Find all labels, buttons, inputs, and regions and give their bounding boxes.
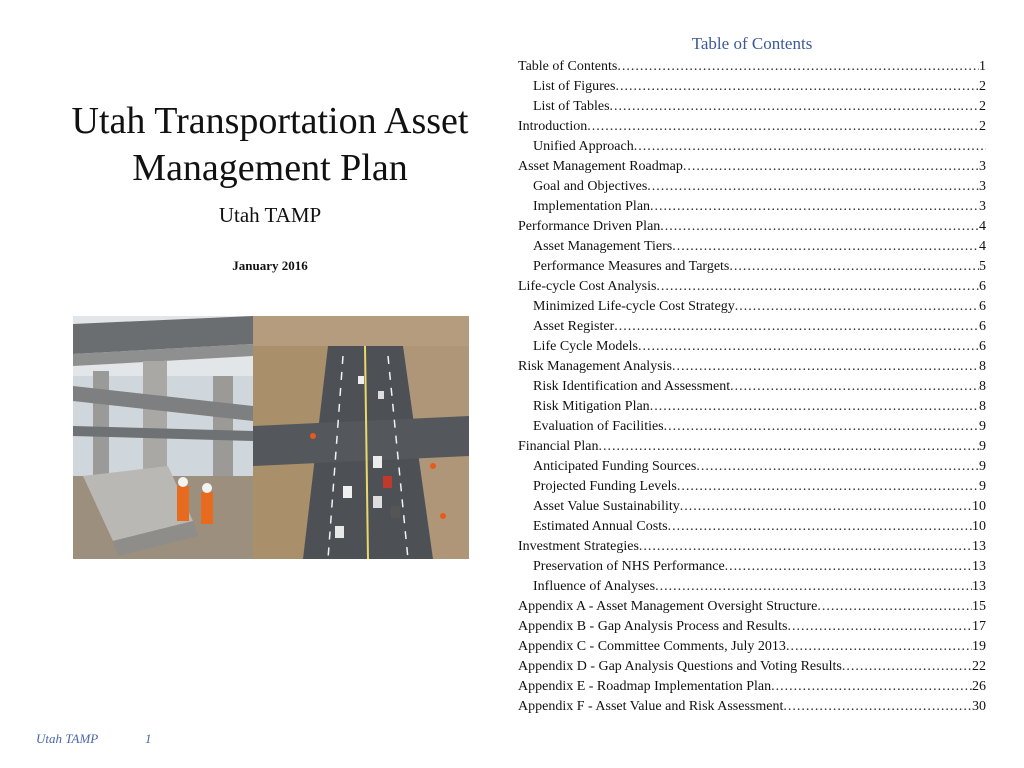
toc-entry-label: Risk Management Analysis: [518, 359, 672, 374]
toc-heading: Table of Contents: [691, 34, 813, 53]
toc-entry-page: 9: [979, 419, 986, 434]
toc-entry-page: 9: [979, 459, 986, 474]
footer-page-number: 1: [145, 731, 152, 746]
toc-entry-page: 5: [979, 259, 986, 274]
document-subtitle: Utah TAMP: [218, 203, 322, 227]
toc-entry-page: 10: [972, 519, 986, 534]
toc-entry-page: 6: [979, 319, 986, 334]
toc-entry[interactable]: [518, 137, 986, 157]
toc-entry-leader: [683, 157, 979, 177]
toc-entry[interactable]: [518, 637, 986, 657]
toc-entry[interactable]: [518, 77, 986, 97]
toc-entry-page: 9: [979, 479, 986, 494]
toc-entry-label: Anticipated Funding Sources: [533, 459, 697, 474]
toc-entry-label: Minimized Life-cycle Cost Strategy: [533, 299, 735, 314]
toc-entry[interactable]: [518, 297, 986, 317]
toc-entry-page: 8: [979, 359, 986, 374]
toc-entry[interactable]: [518, 417, 986, 437]
toc-entry-page: 1: [979, 59, 986, 74]
toc-entry-page: 6: [979, 279, 986, 294]
toc-entry-leader: [672, 237, 979, 257]
toc-entry-label: Unified Approach: [533, 139, 634, 154]
toc-entry[interactable]: [518, 357, 986, 377]
toc-entry-leader: [817, 597, 972, 617]
toc-entry-label: Introduction: [518, 119, 588, 134]
toc-entry-leader: [655, 577, 972, 597]
toc-entry-leader: [787, 617, 972, 637]
toc-entry-page: 6: [979, 299, 986, 314]
toc-entry-label: Estimated Annual Costs: [533, 519, 668, 534]
toc-entry-page: 30: [972, 699, 986, 714]
toc-entry-label: List of Figures: [533, 79, 616, 94]
toc-entry[interactable]: [518, 157, 986, 177]
toc-entry-label: Appendix A - Asset Management Oversight Structure: [518, 599, 818, 614]
toc-entry-label: Projected Funding Levels: [533, 479, 677, 494]
toc-entry-leader: [587, 117, 979, 137]
toc-entry-leader: [771, 677, 972, 697]
toc-entry[interactable]: [518, 197, 986, 217]
toc-entry-leader: [638, 337, 979, 357]
toc-entry-page: 15: [972, 599, 986, 614]
toc-entry-page: 3: [979, 199, 986, 214]
toc-entry-leader: [599, 437, 980, 457]
toc-entry-leader: [650, 197, 979, 217]
toc-entry-page: 9: [979, 439, 986, 454]
toc-entry-label: Evaluation of Facilities: [533, 419, 664, 434]
toc-entry-label: Asset Management Tiers: [533, 239, 673, 254]
toc-entry-page: 3: [979, 179, 986, 194]
toc-entry-label: Appendix D - Gap Analysis Questions and Voting Results: [518, 659, 842, 674]
toc-entry-leader: [614, 317, 979, 337]
table-of-contents: [518, 57, 986, 717]
toc-entry-page: 8: [979, 399, 986, 414]
toc-entry[interactable]: [518, 437, 986, 457]
toc-entry[interactable]: [518, 457, 986, 477]
toc-entry-label: Asset Register: [533, 319, 615, 334]
toc-entry-leader: [650, 397, 979, 417]
toc-entry-leader: [680, 497, 972, 517]
toc-entry[interactable]: [518, 277, 986, 297]
toc-entry-page: 3: [979, 159, 986, 174]
toc-entry[interactable]: [518, 177, 986, 197]
toc-entry-label: Goal and Objectives: [533, 179, 648, 194]
toc-entry-page: 4: [979, 239, 986, 254]
title-line-1: Utah Transportation Asset: [71, 100, 469, 142]
toc-entry-leader: [617, 57, 979, 77]
toc-entry-page: 17: [972, 619, 986, 634]
toc-entry-leader: [660, 217, 979, 237]
toc-entry-leader: [725, 557, 972, 577]
toc-entry-label: Life-cycle Cost Analysis: [518, 279, 657, 294]
toc-entry[interactable]: [518, 97, 986, 117]
toc-entry-label: Performance Driven Plan: [518, 219, 661, 234]
toc-entry-leader: [729, 257, 979, 277]
toc-entry-leader: [730, 377, 979, 397]
toc-entry-page: 19: [972, 639, 986, 654]
toc-entry-leader: [639, 537, 972, 557]
toc-entry-leader: [735, 297, 979, 317]
toc-entry-leader: [783, 697, 972, 717]
toc-entry[interactable]: [518, 657, 986, 677]
toc-entry-page: 13: [972, 559, 986, 574]
toc-entry[interactable]: [518, 677, 986, 697]
cover-photo-illustration: [73, 316, 469, 559]
toc-entry[interactable]: [518, 377, 986, 397]
toc-entry[interactable]: [518, 597, 986, 617]
toc-entry-label: Appendix B - Gap Analysis Process and Results: [518, 619, 788, 634]
toc-entry[interactable]: [518, 337, 986, 357]
toc-entry-page: 10: [972, 499, 986, 514]
toc-entry-label: Risk Identification and Assessment: [533, 379, 731, 394]
toc-entry-leader: [696, 457, 979, 477]
toc-entry-label: List of Tables: [533, 99, 610, 114]
toc-entry-page: 2: [979, 119, 986, 134]
toc-entry-leader: [634, 137, 986, 157]
toc-entry-leader: [672, 357, 979, 377]
toc-entry-leader: [664, 417, 979, 437]
toc-entry[interactable]: [518, 117, 986, 137]
toc-entry-page: 8: [979, 379, 986, 394]
toc-entry-leader: [610, 97, 979, 117]
toc-entry-label: Investment Strategies: [518, 539, 639, 554]
toc-entry-page: 4: [979, 219, 986, 234]
toc-entry[interactable]: [518, 397, 986, 417]
toc-entry-label: Appendix F - Asset Value and Risk Assessment: [518, 699, 784, 714]
toc-entry-leader: [656, 277, 979, 297]
title-line-2: Management Plan: [132, 147, 408, 189]
toc-entry[interactable]: [518, 497, 986, 517]
toc-entry-page: 26: [972, 679, 986, 694]
cover-photo: [73, 316, 469, 559]
toc-entry-label: Asset Management Roadmap: [518, 159, 683, 174]
toc-entry-page: 2: [979, 79, 986, 94]
toc-entry-label: Implementation Plan: [533, 199, 651, 214]
toc-entry-label: Financial Plan: [518, 439, 599, 454]
toc-entry[interactable]: [518, 317, 986, 337]
toc-entry[interactable]: [518, 237, 986, 257]
toc-entry[interactable]: [518, 477, 986, 497]
toc-entry[interactable]: [518, 697, 986, 717]
toc-entry-label: Appendix E - Roadmap Implementation Plan: [518, 679, 772, 694]
toc-entry-page: 2: [979, 99, 986, 114]
toc-entry-page: 13: [972, 579, 986, 594]
document-title: [40, 98, 500, 192]
toc-entry-label: Preservation of NHS Performance: [533, 559, 725, 574]
toc-entry-leader: [786, 637, 972, 657]
toc-entry-label: Life Cycle Models: [533, 339, 638, 354]
toc-entry-leader: [615, 77, 979, 97]
toc-entry[interactable]: [518, 217, 986, 237]
toc-entry-leader: [668, 517, 972, 537]
toc-entry-page: 22: [972, 659, 986, 674]
toc-entry[interactable]: [518, 557, 986, 577]
footer-document-name: Utah TAMP: [36, 731, 99, 746]
toc-entry-label: Performance Measures and Targets: [533, 259, 730, 274]
toc-entry-leader: [677, 477, 979, 497]
toc-entry-page: 13: [972, 539, 986, 554]
toc-entry[interactable]: [518, 537, 986, 557]
toc-entry[interactable]: [518, 57, 986, 77]
toc-entry-label: Risk Mitigation Plan: [533, 399, 650, 414]
toc-entry-page: 6: [979, 339, 986, 354]
toc-entry-label: Appendix C - Committee Comments, July 2013: [518, 639, 786, 654]
toc-entry-label: Influence of Analyses: [533, 579, 656, 594]
toc-entry[interactable]: [518, 577, 986, 597]
toc-entry-leader: [647, 177, 979, 197]
toc-entry-label: Table of Contents: [518, 59, 618, 74]
document-date: January 2016: [232, 258, 308, 273]
toc-entry[interactable]: [518, 517, 986, 537]
toc-entry-label: Asset Value Sustainability: [533, 499, 680, 514]
toc-entry[interactable]: [518, 257, 986, 277]
toc-entry-leader: [842, 657, 972, 677]
toc-entry[interactable]: [518, 617, 986, 637]
